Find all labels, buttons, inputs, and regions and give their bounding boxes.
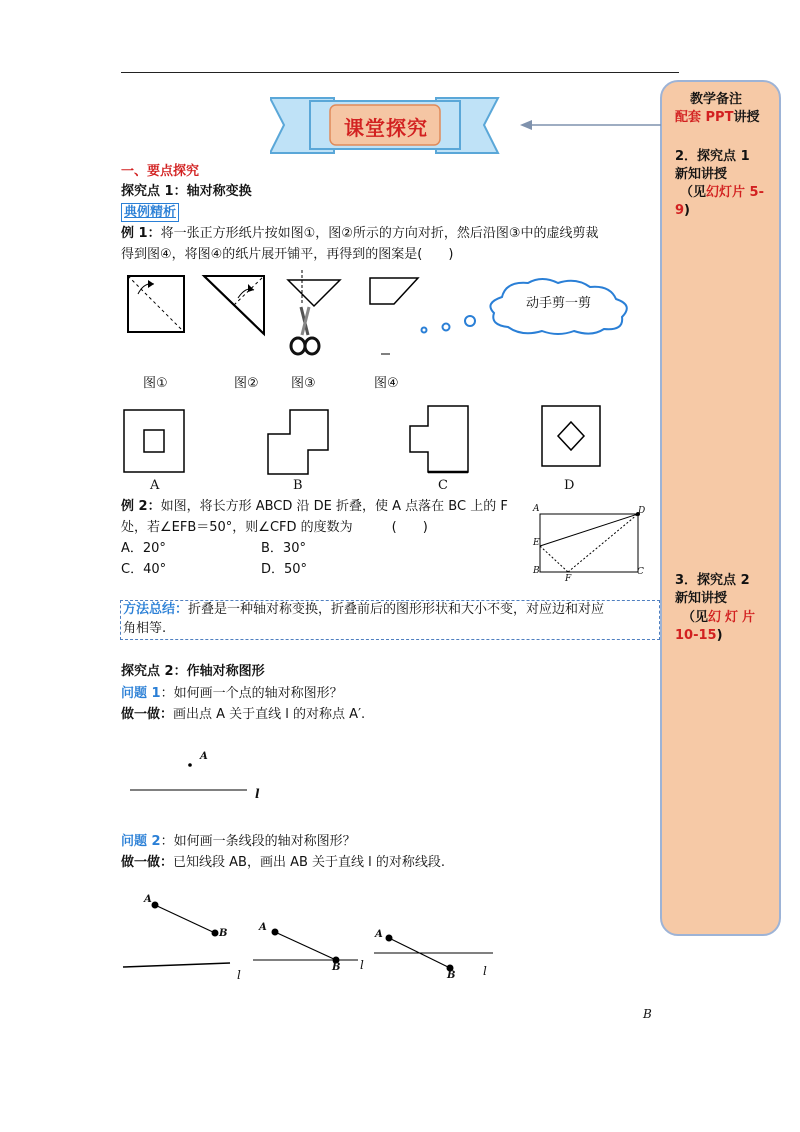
- banner-title: 课堂探究: [344, 116, 428, 140]
- fold-rectangle-figure: [530, 502, 650, 582]
- seg2-label-l: l: [360, 958, 364, 972]
- seg1-label-a: A: [144, 894, 152, 905]
- option-b-figure: [268, 410, 328, 474]
- side-arrow-icon: [518, 117, 663, 133]
- segment-fig-2: [253, 929, 358, 964]
- method-line2: 角相等.: [123, 621, 167, 636]
- ex2-line2: 处，若∠EFB＝50°，则∠CFD 的度数为 ( ): [121, 520, 428, 535]
- side-sec2-ref-slides: 幻灯片 5-: [706, 185, 764, 200]
- q2-line: [121, 832, 356, 852]
- ex2-option-b: B．30°: [261, 541, 306, 556]
- ex1-line1: [121, 224, 599, 244]
- do2-line: [121, 853, 445, 873]
- footer-mark: B: [643, 1007, 652, 1021]
- option-c-figure: [410, 406, 468, 472]
- ex2-label: 例 2：: [121, 499, 161, 514]
- fig-label-2: 图②: [234, 376, 259, 391]
- do1-label: 做一做：: [121, 707, 174, 722]
- side-sec3-ref: [682, 609, 759, 626]
- q1-text: ：如何画一个点的轴对称图形？: [160, 686, 343, 701]
- method-line1: [123, 600, 604, 620]
- segment-fig-3: [374, 935, 493, 972]
- point1-label: 探究点 1：: [121, 184, 187, 199]
- side-sec3-ref2: [675, 627, 723, 644]
- side-sec2-ref2: [675, 202, 690, 219]
- point1-heading: [121, 182, 252, 202]
- option-a-label: A: [150, 478, 160, 493]
- ex1-line2: 得到图④，将图④的纸片展开铺平，再得到的图案是( ): [121, 247, 454, 262]
- side-sec3-ref-slides: 幻灯片: [708, 610, 760, 625]
- fold-figures: [120, 268, 440, 364]
- side-sec2-ref-end: 9: [675, 203, 685, 218]
- ex2-option-d: D．50°: [261, 562, 308, 577]
- point1-title: 轴对称变换: [186, 184, 252, 199]
- seg3-label-b: B: [447, 970, 456, 981]
- side-sec2-sub: 新知讲授: [675, 167, 728, 182]
- side-sec3-ref-open: （见: [682, 610, 709, 625]
- fig-label-1: 图①: [143, 376, 168, 391]
- point2-title: 作轴对称图形: [186, 664, 265, 679]
- side-ppt-red: 配套 PPT: [675, 110, 734, 125]
- option-c-label: C: [438, 478, 448, 493]
- point2-label: 探究点 2：: [121, 664, 187, 679]
- fig1-square: [128, 276, 184, 332]
- option-a-figure: [124, 410, 184, 472]
- ex2-option-a: A．20°: [121, 541, 166, 556]
- option-figures: [120, 402, 610, 480]
- side-sec3-sub: 新知讲授: [675, 591, 728, 606]
- method-label: 方法总结：: [123, 602, 189, 617]
- section-heading: 一、要点探究: [121, 164, 200, 179]
- fig3-cut-triangle: [288, 270, 340, 306]
- scissors-icon: [288, 305, 322, 357]
- top-rule: [121, 72, 679, 73]
- ex2-line1: [121, 497, 508, 517]
- do1-line: [121, 705, 365, 725]
- q2-text: ：如何画一条线段的轴对称图形？: [160, 834, 356, 849]
- rect-label-b: B: [533, 566, 540, 576]
- seg3-label-l: l: [483, 964, 487, 978]
- ex1-label: 例 1：: [121, 226, 161, 241]
- seg1-label-l: l: [237, 968, 241, 982]
- ex1-text1: 将一张正方形纸片按如图①，图②所示的方向对折，然后沿图③中的虚线剪裁: [160, 226, 599, 241]
- method-text1: 折叠是一种轴对称变换，折叠前后的图形形状和大小不变，对应边和对应: [188, 602, 605, 617]
- rect-label-e: E: [533, 538, 540, 548]
- segment-figures: [120, 890, 500, 980]
- thought-cloud: [410, 275, 640, 337]
- fig-label-4: 图④: [374, 376, 399, 391]
- do2-text: 已知线段 AB，画出 AB 关于直线 l 的对称线段.: [173, 855, 446, 870]
- q1-line: [121, 684, 343, 704]
- option-d-figure: [542, 406, 600, 466]
- rect-label-f: F: [565, 574, 572, 584]
- option-d-label: D: [564, 478, 575, 493]
- side-sec2-ref: [680, 184, 764, 201]
- ex2-option-c: C．40°: [121, 562, 167, 577]
- side-sec3-close: ): [716, 628, 723, 643]
- side-sec2-ref-open: （见: [680, 185, 707, 200]
- side-sec3-title: 3．探究点 2: [675, 573, 750, 588]
- do2-label: 做一做：: [121, 855, 174, 870]
- rect-label-d: D: [638, 506, 646, 516]
- side-sec2-close: ): [684, 203, 690, 218]
- cloud-text: 动手剪一剪: [526, 296, 592, 311]
- seg2-label-b: B: [332, 962, 341, 973]
- side-ppt-rest: 讲授: [733, 110, 760, 125]
- q2-label: 问题 2: [121, 834, 161, 849]
- rect-label-a: A: [533, 504, 540, 514]
- point-label-a: A: [200, 751, 208, 762]
- ex2-text1: 如图，将长方形 ABCD 沿 DE 折叠，使 A 点落在 BC 上的 F: [160, 499, 508, 514]
- example-tag: 典例精析: [121, 203, 179, 222]
- segment-fig-1: [123, 902, 230, 968]
- side-ppt-line: [675, 109, 759, 126]
- seg1-label-b: B: [219, 928, 228, 939]
- side-sec3-ref-range: 10-15: [675, 628, 717, 643]
- point2-heading: [121, 662, 265, 682]
- option-b-label: B: [293, 478, 303, 493]
- seg3-label-a: A: [375, 929, 383, 940]
- side-title: 教学备注: [690, 92, 743, 107]
- side-sec2-title: 2．探究点 1: [675, 149, 750, 164]
- rect-label-c: C: [637, 567, 644, 577]
- fig2-triangle: [204, 276, 264, 334]
- seg2-label-a: A: [259, 922, 267, 933]
- fig-label-3: 图③: [291, 376, 316, 391]
- line-label-l: l: [255, 787, 260, 801]
- do1-text: 画出点 A 关于直线 l 的对称点 A′.: [173, 707, 366, 722]
- q1-label: 问题 1: [121, 686, 161, 701]
